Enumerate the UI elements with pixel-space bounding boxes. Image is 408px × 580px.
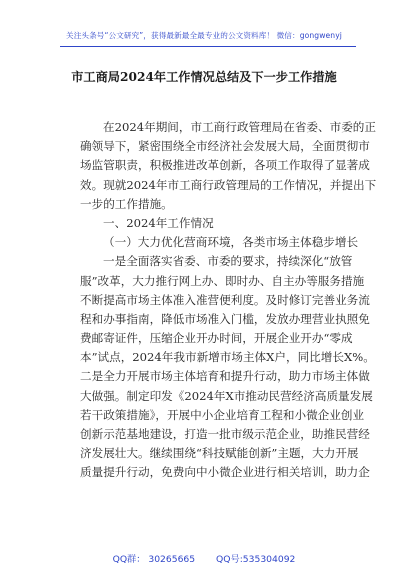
document-body <box>80 118 377 483</box>
body-line: 在2024年期间，市工商行政管理局在省委、市委的正 <box>103 120 376 134</box>
body-line: 一、2024年工作情况 <box>103 215 214 230</box>
body-line: 质量提升行动，免费向中小微企业进行相关培训，助力企 <box>80 465 370 480</box>
body-line: 一步的工作措施。 <box>80 196 173 211</box>
body-line: 效。现就2024年市工商行政管理局的工作情况，并提出下 <box>80 177 377 192</box>
body-line: 创新示范基地建设，打造一批市级示范企业，助推民营经 <box>80 427 370 441</box>
body-line: 一是全面落实省委、市委的要求，持续深化“放管 <box>103 254 353 269</box>
footer-qq-number: QQ号:535304092 <box>216 554 296 565</box>
body-line: 若干政策措施》，开展中小企业培育工程和小微企业创业 <box>80 407 365 422</box>
footer-qq-group: QQ群： 30265665 <box>112 554 196 565</box>
footer-contact <box>0 551 408 565</box>
body-line: 济发展壮大。继续围绕“科技赋能创新”主题，大力开展 <box>80 446 359 461</box>
body-line: 不断提高市场主体准入准营便利度。及时修订完善业务流 <box>80 292 370 307</box>
body-line: 二是全力开展市场主体培育和提升行动，助力市场主体做 <box>80 369 370 384</box>
body-line: 服”改革，大力推行网上办、即时办、自主办等服务措施 <box>80 273 365 288</box>
document-title: 市工商局2024年工作情况总结及下一步工作措施 <box>71 70 337 84</box>
body-line: 确领导下，紧密围绕全市经济社会发展大局，全面贯彻市 <box>80 139 370 154</box>
body-line: 场监管职责，积极推进改革创新，各项工作取得了显著成 <box>80 158 370 173</box>
header-banner: 关注头条号“公文研究”，获得最新最全最专业的公文资料库！ 微信：gongwenyj <box>66 31 342 40</box>
body-line: 程和办事指南，降低市场准入门槛，发放办理营业执照免 <box>80 311 370 326</box>
body-line: 大做强。制定印发《2024年X市推动民营经济高质量发展 <box>80 388 373 403</box>
body-line: 本”试点，2024年我市新增市场主体X户，同比增长X%。 <box>80 350 375 365</box>
body-line: 费邮寄证件，压缩企业开办时间，开展企业开办“零成 <box>80 331 353 346</box>
header-divider <box>60 46 356 47</box>
body-line: （一）大力优化营商环境，各类市场主体稳步增长 <box>103 235 359 250</box>
